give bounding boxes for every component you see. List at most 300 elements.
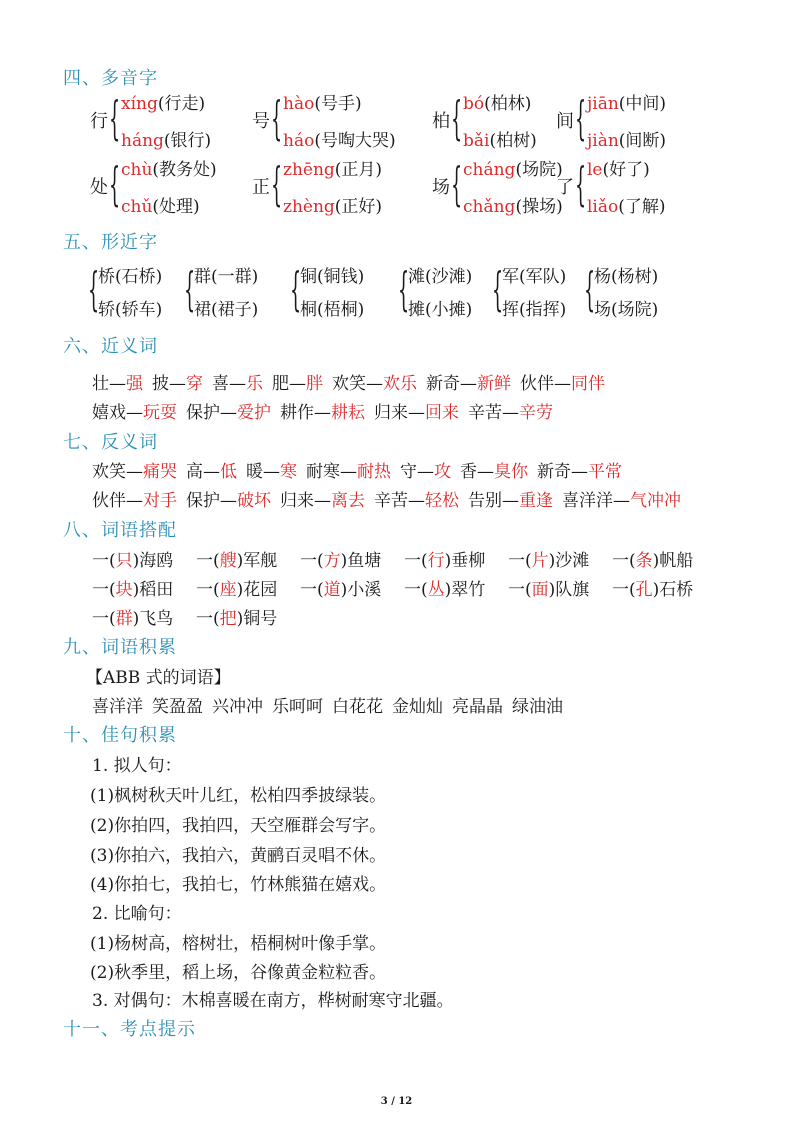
reading-line xyxy=(283,89,396,114)
measure-prefix: 一( xyxy=(300,580,324,600)
reading-line xyxy=(463,155,563,180)
noun: 帆船 xyxy=(659,551,694,571)
synonym-pair xyxy=(152,374,203,394)
similar-word: 摊(小摊) xyxy=(408,300,473,320)
collocation-item xyxy=(404,575,504,600)
noun: 鱼塘 xyxy=(347,551,382,571)
similar-pair xyxy=(98,262,162,320)
dash-symbol: — xyxy=(613,491,630,511)
example-word: (正月) xyxy=(334,160,383,180)
brace-symbol: { xyxy=(88,262,100,316)
collocation-line xyxy=(92,604,300,629)
word-b: 重逢 xyxy=(519,491,553,511)
example-word: (柏树) xyxy=(489,131,537,151)
reading-line xyxy=(587,192,666,217)
collocation-item xyxy=(196,604,296,629)
antonym-pair xyxy=(186,462,237,482)
measure-word: 面 xyxy=(531,580,549,600)
word-a: 伙伴 xyxy=(520,374,554,394)
word-b: 离去 xyxy=(331,491,365,511)
example-word: (场院) xyxy=(515,160,563,180)
dash-symbol: — xyxy=(229,374,246,394)
word-a: 嬉戏 xyxy=(92,403,126,423)
word-a: 辛苦 xyxy=(374,491,408,511)
word-b: 玩耍 xyxy=(143,403,177,423)
antonym-pair xyxy=(460,462,528,482)
pinyin: zhēng xyxy=(283,160,335,180)
word-a: 辛苦 xyxy=(468,403,502,423)
measure-suffix: ) xyxy=(548,551,556,571)
dash-symbol: — xyxy=(571,462,588,482)
word-b: 低 xyxy=(220,462,237,482)
antonym-pair xyxy=(92,491,177,511)
polyphone-char: 了 xyxy=(556,177,574,198)
word-b: 爱护 xyxy=(237,403,271,423)
similar-word: 铜(铜钱) xyxy=(300,267,365,287)
measure-word: 群 xyxy=(115,609,133,629)
word-a: 保护 xyxy=(186,403,220,423)
polyphone-entry xyxy=(90,154,217,218)
dash-symbol: — xyxy=(477,462,494,482)
dash-symbol: — xyxy=(366,374,383,394)
synonym-pair xyxy=(280,403,365,423)
example-word: (操场) xyxy=(515,197,563,217)
reading-pair xyxy=(283,155,382,217)
synonym-line xyxy=(92,398,562,423)
brace-symbol: { xyxy=(575,91,587,145)
collocation-item xyxy=(508,546,608,571)
synonym-pair xyxy=(92,374,143,394)
example-word: (好了) xyxy=(602,160,650,180)
reading-line xyxy=(121,155,217,180)
measure-word: 方 xyxy=(323,551,341,571)
reading-line xyxy=(121,89,211,114)
measure-suffix: ) xyxy=(652,551,660,571)
word-b: 轻松 xyxy=(425,491,459,511)
similar-word: 挥(指挥) xyxy=(502,300,567,320)
word-b: 破坏 xyxy=(237,491,271,511)
polyphone-char: 行 xyxy=(90,111,108,132)
reading-line xyxy=(463,89,537,114)
dash-symbol: — xyxy=(109,374,126,394)
word-a: 守 xyxy=(400,462,417,482)
word-a: 归来 xyxy=(374,403,408,423)
synonym-pair xyxy=(186,403,271,423)
dash-symbol: — xyxy=(126,462,143,482)
word-b: 攻 xyxy=(434,462,451,482)
similar-char-group xyxy=(584,261,658,321)
polyphone-char: 柏 xyxy=(432,111,450,132)
sentence-line: (1)杨树高，榕树壮，梧桐树叶像手掌。 xyxy=(90,934,387,954)
abb-subtitle: 【ABB 式的词语】 xyxy=(86,668,231,688)
measure-word: 孔 xyxy=(635,580,653,600)
word-a: 壮 xyxy=(92,374,109,394)
example-word: (中间) xyxy=(618,94,667,114)
noun: 小溪 xyxy=(347,580,382,600)
abb-word: 金灿灿 xyxy=(392,697,443,717)
similar-word: 场(场院) xyxy=(594,300,659,320)
reading-line xyxy=(587,89,666,114)
measure-prefix: 一( xyxy=(508,580,532,600)
measure-suffix: ) xyxy=(444,551,452,571)
similar-char-group xyxy=(184,261,258,321)
collocation-item xyxy=(612,546,712,571)
word-b: 胖 xyxy=(306,374,323,394)
antonym-pair xyxy=(92,462,177,482)
dash-symbol: — xyxy=(263,462,280,482)
dash-symbol: — xyxy=(502,491,519,511)
synonym-pair xyxy=(426,374,511,394)
sentence-line: (4)你拍七，我拍七，竹林熊猫在嬉戏。 xyxy=(90,875,387,895)
dash-symbol: — xyxy=(460,374,477,394)
measure-suffix: ) xyxy=(548,580,556,600)
polyphone-entry xyxy=(432,88,537,152)
word-b: 穿 xyxy=(186,374,203,394)
dash-symbol: — xyxy=(203,462,220,482)
example-word: (间断) xyxy=(618,131,667,151)
synonym-line xyxy=(92,369,614,394)
sentence-line: (3)你拍六，我拍六，黄鹂百灵唱不休。 xyxy=(90,846,387,866)
reading-line xyxy=(587,126,666,151)
section7-heading: 七、反义词 xyxy=(63,432,158,453)
noun: 军舰 xyxy=(243,551,278,571)
example-word: (了解) xyxy=(618,197,666,217)
dash-symbol: — xyxy=(502,403,519,423)
sentence-line: (2)你拍四，我拍四，天空雁群会写字。 xyxy=(90,816,387,836)
synonym-pair xyxy=(374,403,459,423)
collocation-item xyxy=(300,575,400,600)
word-a: 告别 xyxy=(468,491,502,511)
measure-word: 条 xyxy=(635,551,653,571)
similar-char-group xyxy=(492,261,566,321)
polyphone-entry xyxy=(252,88,396,152)
measure-word: 把 xyxy=(219,609,237,629)
measure-suffix: ) xyxy=(132,551,140,571)
sentence-line: (2)秋季里，稻上场，谷像黄金粒粒香。 xyxy=(90,963,387,983)
polyphone-char: 号 xyxy=(252,111,270,132)
pinyin: hào xyxy=(283,94,315,114)
word-a: 耐寒 xyxy=(306,462,340,482)
antonym-line xyxy=(92,457,631,482)
pinyin: le xyxy=(587,160,603,180)
measure-prefix: 一( xyxy=(196,580,220,600)
measure-prefix: 一( xyxy=(196,551,220,571)
noun: 沙滩 xyxy=(555,551,590,571)
measure-prefix: 一( xyxy=(92,609,116,629)
word-b: 欢乐 xyxy=(383,374,417,394)
collocation-item xyxy=(92,604,192,629)
antonym-pair xyxy=(306,462,391,482)
word-a: 披 xyxy=(152,374,169,394)
similar-char-group xyxy=(88,261,162,321)
antonym-pair xyxy=(400,462,451,482)
polyphone-entry xyxy=(556,154,666,218)
synonym-pair xyxy=(520,374,605,394)
section6-heading: 六、近义词 xyxy=(63,336,158,357)
word-b: 寒 xyxy=(280,462,297,482)
noun: 翠竹 xyxy=(451,580,486,600)
pinyin: háng xyxy=(121,131,164,151)
example-word: (教务处) xyxy=(152,160,217,180)
brace-symbol: { xyxy=(492,262,504,316)
word-b: 新鲜 xyxy=(477,374,511,394)
example-word: (柏林) xyxy=(484,94,532,114)
reading-line xyxy=(121,192,217,217)
similar-pair xyxy=(408,262,472,320)
pinyin: bó xyxy=(463,94,485,114)
measure-suffix: ) xyxy=(652,580,660,600)
similar-word: 桥(石桥) xyxy=(98,267,163,287)
measure-suffix: ) xyxy=(444,580,452,600)
measure-suffix: ) xyxy=(132,609,140,629)
pinyin: liǎo xyxy=(587,197,619,217)
word-b: 强 xyxy=(126,374,143,394)
similar-word: 裙(裙子) xyxy=(194,300,259,320)
synonym-pair xyxy=(92,403,177,423)
similar-char-group xyxy=(290,261,364,321)
dash-symbol: — xyxy=(408,491,425,511)
section10-heading: 十、佳句积累 xyxy=(63,725,177,746)
noun: 海鸥 xyxy=(139,551,174,571)
word-b: 乐 xyxy=(246,374,263,394)
measure-suffix: ) xyxy=(236,609,244,629)
word-a: 新奇 xyxy=(537,462,571,482)
dash-symbol: — xyxy=(314,491,331,511)
word-b: 气冲冲 xyxy=(630,491,681,511)
abb-word: 喜洋洋 xyxy=(92,697,143,717)
section5-heading: 五、形近字 xyxy=(63,232,158,253)
brace-symbol: { xyxy=(271,91,283,145)
reading-line xyxy=(463,192,563,217)
collocation-item xyxy=(612,575,712,600)
abb-word-list xyxy=(92,692,572,717)
word-b: 臭你 xyxy=(494,462,528,482)
similar-pair xyxy=(194,262,258,320)
dash-symbol: — xyxy=(408,403,425,423)
measure-prefix: 一( xyxy=(404,551,428,571)
word-a: 伙伴 xyxy=(92,491,126,511)
collocation-item xyxy=(404,546,504,571)
pinyin: háo xyxy=(283,131,315,151)
polyphone-char: 间 xyxy=(556,111,574,132)
word-a: 喜洋洋 xyxy=(562,491,613,511)
reading-pair xyxy=(587,155,666,217)
sentence-category: 1. 拟人句： xyxy=(92,756,182,776)
pinyin: jiàn xyxy=(587,131,619,151)
word-a: 欢笑 xyxy=(332,374,366,394)
brace-symbol: { xyxy=(184,262,196,316)
example-word: (号啕大哭) xyxy=(314,131,396,151)
antonym-pair xyxy=(374,491,459,511)
pinyin: chǎng xyxy=(463,197,516,217)
similar-pair xyxy=(594,262,658,320)
word-a: 高 xyxy=(186,462,203,482)
measure-suffix: ) xyxy=(132,580,140,600)
word-b: 同伴 xyxy=(571,374,605,394)
collocation-item xyxy=(92,546,192,571)
section11-heading: 十一、考点提示 xyxy=(63,1019,196,1040)
reading-pair xyxy=(283,89,396,151)
abb-word: 亮晶晶 xyxy=(452,697,503,717)
section9-heading: 九、词语积累 xyxy=(63,637,177,658)
brace-symbol: { xyxy=(398,262,410,316)
measure-prefix: 一( xyxy=(92,580,116,600)
measure-prefix: 一( xyxy=(612,580,636,600)
dash-symbol: — xyxy=(220,403,237,423)
measure-suffix: ) xyxy=(340,551,348,571)
antonym-pair xyxy=(562,491,681,511)
noun: 飞鸟 xyxy=(139,609,174,629)
synonym-pair xyxy=(468,403,553,423)
antonym-pair xyxy=(186,491,271,511)
example-word: (银行) xyxy=(163,131,212,151)
brace-symbol: { xyxy=(451,157,463,211)
synonym-pair xyxy=(212,374,263,394)
word-a: 欢笑 xyxy=(92,462,126,482)
polyphone-entry xyxy=(556,88,666,152)
collocation-line xyxy=(92,575,716,600)
measure-prefix: 一( xyxy=(300,551,324,571)
brace-symbol: { xyxy=(575,157,587,211)
similar-pair xyxy=(300,262,364,320)
word-b: 平常 xyxy=(588,462,622,482)
reading-line xyxy=(121,126,211,151)
word-a: 喜 xyxy=(212,374,229,394)
measure-suffix: ) xyxy=(340,580,348,600)
measure-word: 行 xyxy=(427,551,445,571)
dash-symbol: — xyxy=(417,462,434,482)
synonym-pair xyxy=(272,374,323,394)
section8-heading: 八、词语搭配 xyxy=(63,520,177,541)
reading-line xyxy=(283,126,396,151)
noun: 铜号 xyxy=(243,609,278,629)
dash-symbol: — xyxy=(220,491,237,511)
measure-word: 丛 xyxy=(427,580,445,600)
collocation-item xyxy=(92,575,192,600)
word-b: 痛哭 xyxy=(143,462,177,482)
brace-symbol: { xyxy=(109,157,121,211)
polyphone-char: 正 xyxy=(252,177,270,198)
sentence-category: 3. 对偶句：木棉喜暖在南方，桦树耐寒守北疆。 xyxy=(92,991,454,1011)
similar-char-group xyxy=(398,261,472,321)
measure-word: 只 xyxy=(115,551,133,571)
similar-word: 滩(沙滩) xyxy=(408,267,473,287)
polyphone-char: 处 xyxy=(90,177,108,198)
polyphone-char: 场 xyxy=(432,177,450,198)
measure-word: 艘 xyxy=(219,551,237,571)
similar-word: 轿(轿车) xyxy=(98,300,163,320)
noun: 花园 xyxy=(243,580,278,600)
word-a: 香 xyxy=(460,462,477,482)
word-a: 耕作 xyxy=(280,403,314,423)
sentence-category: 2. 比喻句： xyxy=(92,904,182,924)
reading-line xyxy=(463,126,537,151)
pinyin: bǎi xyxy=(463,131,490,151)
abb-word: 兴冲冲 xyxy=(212,697,263,717)
collocation-item xyxy=(300,546,400,571)
noun: 稻田 xyxy=(139,580,174,600)
pinyin: cháng xyxy=(463,160,516,180)
abb-word: 绿油油 xyxy=(512,697,563,717)
word-b: 辛劳 xyxy=(519,403,553,423)
example-word: (正好) xyxy=(334,197,383,217)
similar-word: 群(一群) xyxy=(194,267,259,287)
antonym-pair xyxy=(246,462,297,482)
noun: 石桥 xyxy=(659,580,694,600)
dash-symbol: — xyxy=(314,403,331,423)
dash-symbol: — xyxy=(126,491,143,511)
page-number: 3 / 12 xyxy=(380,1096,413,1107)
pinyin: xíng xyxy=(121,94,158,114)
word-a: 保护 xyxy=(186,491,220,511)
dash-symbol: — xyxy=(289,374,306,394)
word-b: 回来 xyxy=(425,403,459,423)
example-word: (号手) xyxy=(314,94,362,114)
measure-prefix: 一( xyxy=(508,551,532,571)
similar-word: 桐(梧桐) xyxy=(300,300,365,320)
brace-symbol: { xyxy=(451,91,463,145)
polyphone-entry xyxy=(432,154,563,218)
collocation-item xyxy=(196,575,296,600)
reading-line xyxy=(587,155,666,180)
section4-heading: 四、多音字 xyxy=(63,68,158,89)
measure-prefix: 一( xyxy=(404,580,428,600)
similar-word: 军(军队) xyxy=(502,267,567,287)
word-a: 肥 xyxy=(272,374,289,394)
measure-word: 片 xyxy=(531,551,549,571)
pinyin: jiān xyxy=(587,94,619,114)
word-b: 耕耘 xyxy=(331,403,365,423)
abb-word: 白花花 xyxy=(332,697,383,717)
noun: 队旗 xyxy=(555,580,590,600)
synonym-pair xyxy=(332,374,417,394)
measure-prefix: 一( xyxy=(612,551,636,571)
dash-symbol: — xyxy=(554,374,571,394)
reading-pair xyxy=(463,155,563,217)
measure-word: 道 xyxy=(323,580,341,600)
measure-word: 块 xyxy=(115,580,133,600)
pinyin: zhèng xyxy=(283,197,335,217)
example-word: (行走) xyxy=(157,94,206,114)
pinyin: chù xyxy=(121,160,153,180)
dash-symbol: — xyxy=(126,403,143,423)
antonym-pair xyxy=(537,462,622,482)
word-a: 暖 xyxy=(246,462,263,482)
polyphone-entry xyxy=(90,88,211,152)
antonym-pair xyxy=(468,491,553,511)
reading-pair xyxy=(587,89,666,151)
reading-line xyxy=(283,155,382,180)
word-b: 耐热 xyxy=(357,462,391,482)
similar-word: 杨(杨树) xyxy=(594,267,659,287)
word-a: 归来 xyxy=(280,491,314,511)
noun: 垂柳 xyxy=(451,551,486,571)
collocation-item xyxy=(196,546,296,571)
collocation-line xyxy=(92,546,716,571)
similar-pair xyxy=(502,262,566,320)
pinyin: chǔ xyxy=(121,197,153,217)
antonym-line xyxy=(92,486,690,511)
polyphone-entry xyxy=(252,154,382,218)
brace-symbol: { xyxy=(271,157,283,211)
reading-pair xyxy=(121,89,211,151)
brace-symbol: { xyxy=(584,262,596,316)
sentence-line: (1)枫树秋天叶儿红，松柏四季披绿装。 xyxy=(90,786,387,806)
measure-suffix: ) xyxy=(236,580,244,600)
antonym-pair xyxy=(280,491,365,511)
reading-line xyxy=(283,192,382,217)
brace-symbol: { xyxy=(109,91,121,145)
